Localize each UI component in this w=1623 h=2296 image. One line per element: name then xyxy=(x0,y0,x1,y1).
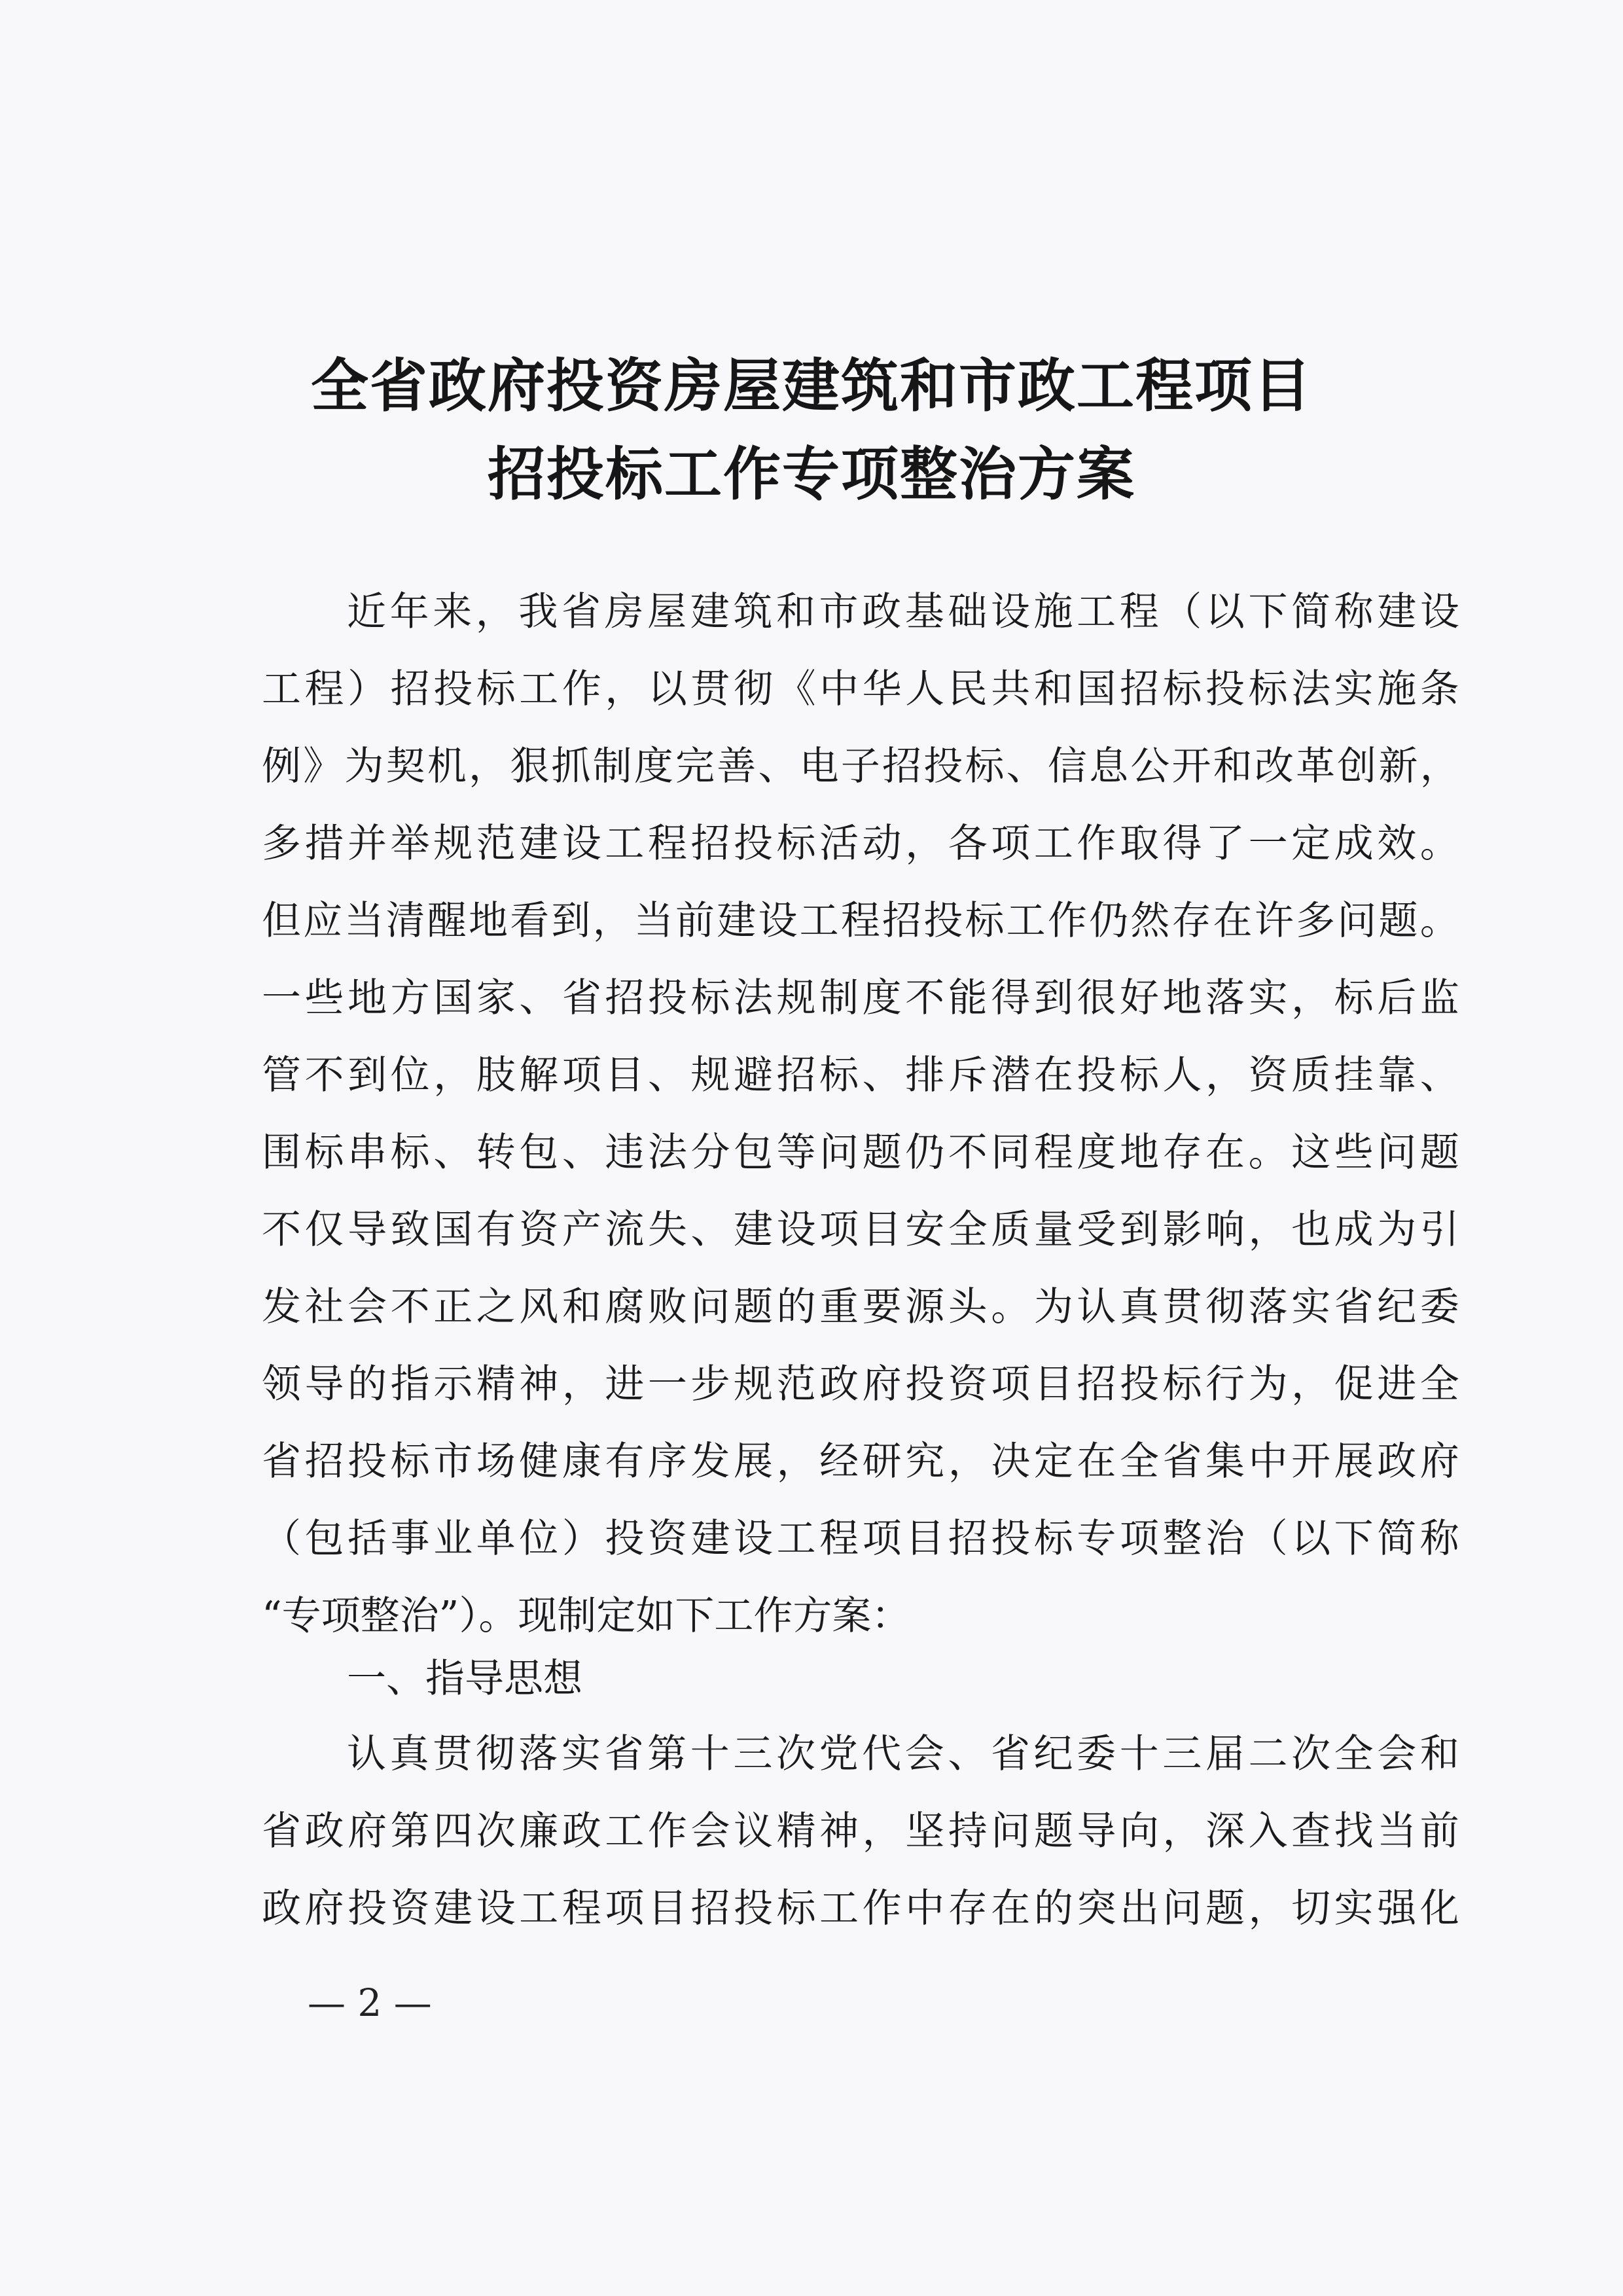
body-line-2: 工 程 ） 招 投 标 工 作 ， 以 贯 彻 《 中 华 人 民 共 和 国 招 标 投 标 法 实 施 条 xyxy=(262,666,1459,712)
body-line-8: 围 标 串 标 、 转 包 、 违 法 分 包 等 问 题 仍 不 同 程 度 地 存 在 。 这 些 问 题 xyxy=(262,1130,1459,1175)
body-line-14: “专项整治”）。现制定如下工作方案： xyxy=(262,1593,911,1639)
section-line-3: 政 府 投 资 建 设 工 程 项 目 招 投 标 工 作 中 存 在 的 突 出 问 题 ， 切 实 强 化 xyxy=(262,1886,1459,1931)
body-line-9: 不 仅 导 致 国 有 资 产 流 失 、 建 设 项 目 安 全 质 量 受 到 影 响 ， 也 成 为 引 xyxy=(262,1207,1459,1253)
body-line-11: 领 导 的 指 示 精 神 ， 进 一 步 规 范 政 府 投 资 项 目 招 投 标 行 为 ， 促 进 全 xyxy=(262,1361,1459,1407)
document-title-line-1: 全省政府投资房屋建筑和市政工程项目 xyxy=(310,352,1312,420)
body-line-10: 发 社 会 不 正 之 风 和 腐 败 问 题 的 重 要 源 头 。 为 认 真 贯 彻 落 实 省 纪 委 xyxy=(262,1284,1459,1330)
section-line-2: 省 政 府 第 四 次 廉 政 工 作 会 议 精 神 ， 坚 持 问 题 导 向 ， 深 入 查 找 当 前 xyxy=(262,1808,1459,1854)
body-line-1: 近 年 来 ， 我 省 房 屋 建 筑 和 市 政 基 础 设 施 工 程 （ 以 下 简 称 建 设 xyxy=(347,589,1459,635)
body-line-5: 但 应 当 清 醒 地 看 到 ， 当 前 建 设 工 程 招 投 标 工 作 仍 然 存 在 许 多 问 题 。 xyxy=(262,898,1459,944)
section-line-1: 认 真 贯 彻 落 实 省 第 十 三 次 党 代 会 、 省 纪 委 十 三 届 二 次 全 会 和 xyxy=(347,1731,1459,1777)
body-line-7: 管 不 到 位 ， 肢 解 项 目 、 规 避 招 标 、 排 斥 潜 在 投 标 人 ， 资 质 挂 靠 、 xyxy=(262,1052,1459,1098)
body-line-13: （ 包 括 事 业 单 位 ） 投 资 建 设 工 程 项 目 招 投 标 专 项 整 治 （ 以 下 简 称 xyxy=(262,1516,1459,1562)
section-heading: 一、指导思想 xyxy=(347,1656,582,1702)
body-line-12: 省 招 投 标 市 场 健 康 有 序 发 展 ， 经 研 究 ， 决 定 在 全 省 集 中 开 展 政 府 xyxy=(262,1439,1459,1484)
page-number: — 2 — xyxy=(308,1981,432,2025)
body-line-6: 一 些 地 方 国 家 、 省 招 投 标 法 规 制 度 不 能 得 到 很 好 地 落 实 ， 标 后 监 xyxy=(262,975,1459,1021)
body-line-3: 例 》 为 契 机 ， 狠 抓 制 度 完 善 、 电 子 招 投 标 、 信 息 公 开 和 改 革 创 新 ， xyxy=(262,744,1459,789)
document-title-line-2: 招投标工作专项整治方案 xyxy=(487,440,1135,508)
body-line-4: 多 措 并 举 规 范 建 设 工 程 招 投 标 活 动 ， 各 项 工 作 取 得 了 一 定 成 效 。 xyxy=(262,821,1459,867)
